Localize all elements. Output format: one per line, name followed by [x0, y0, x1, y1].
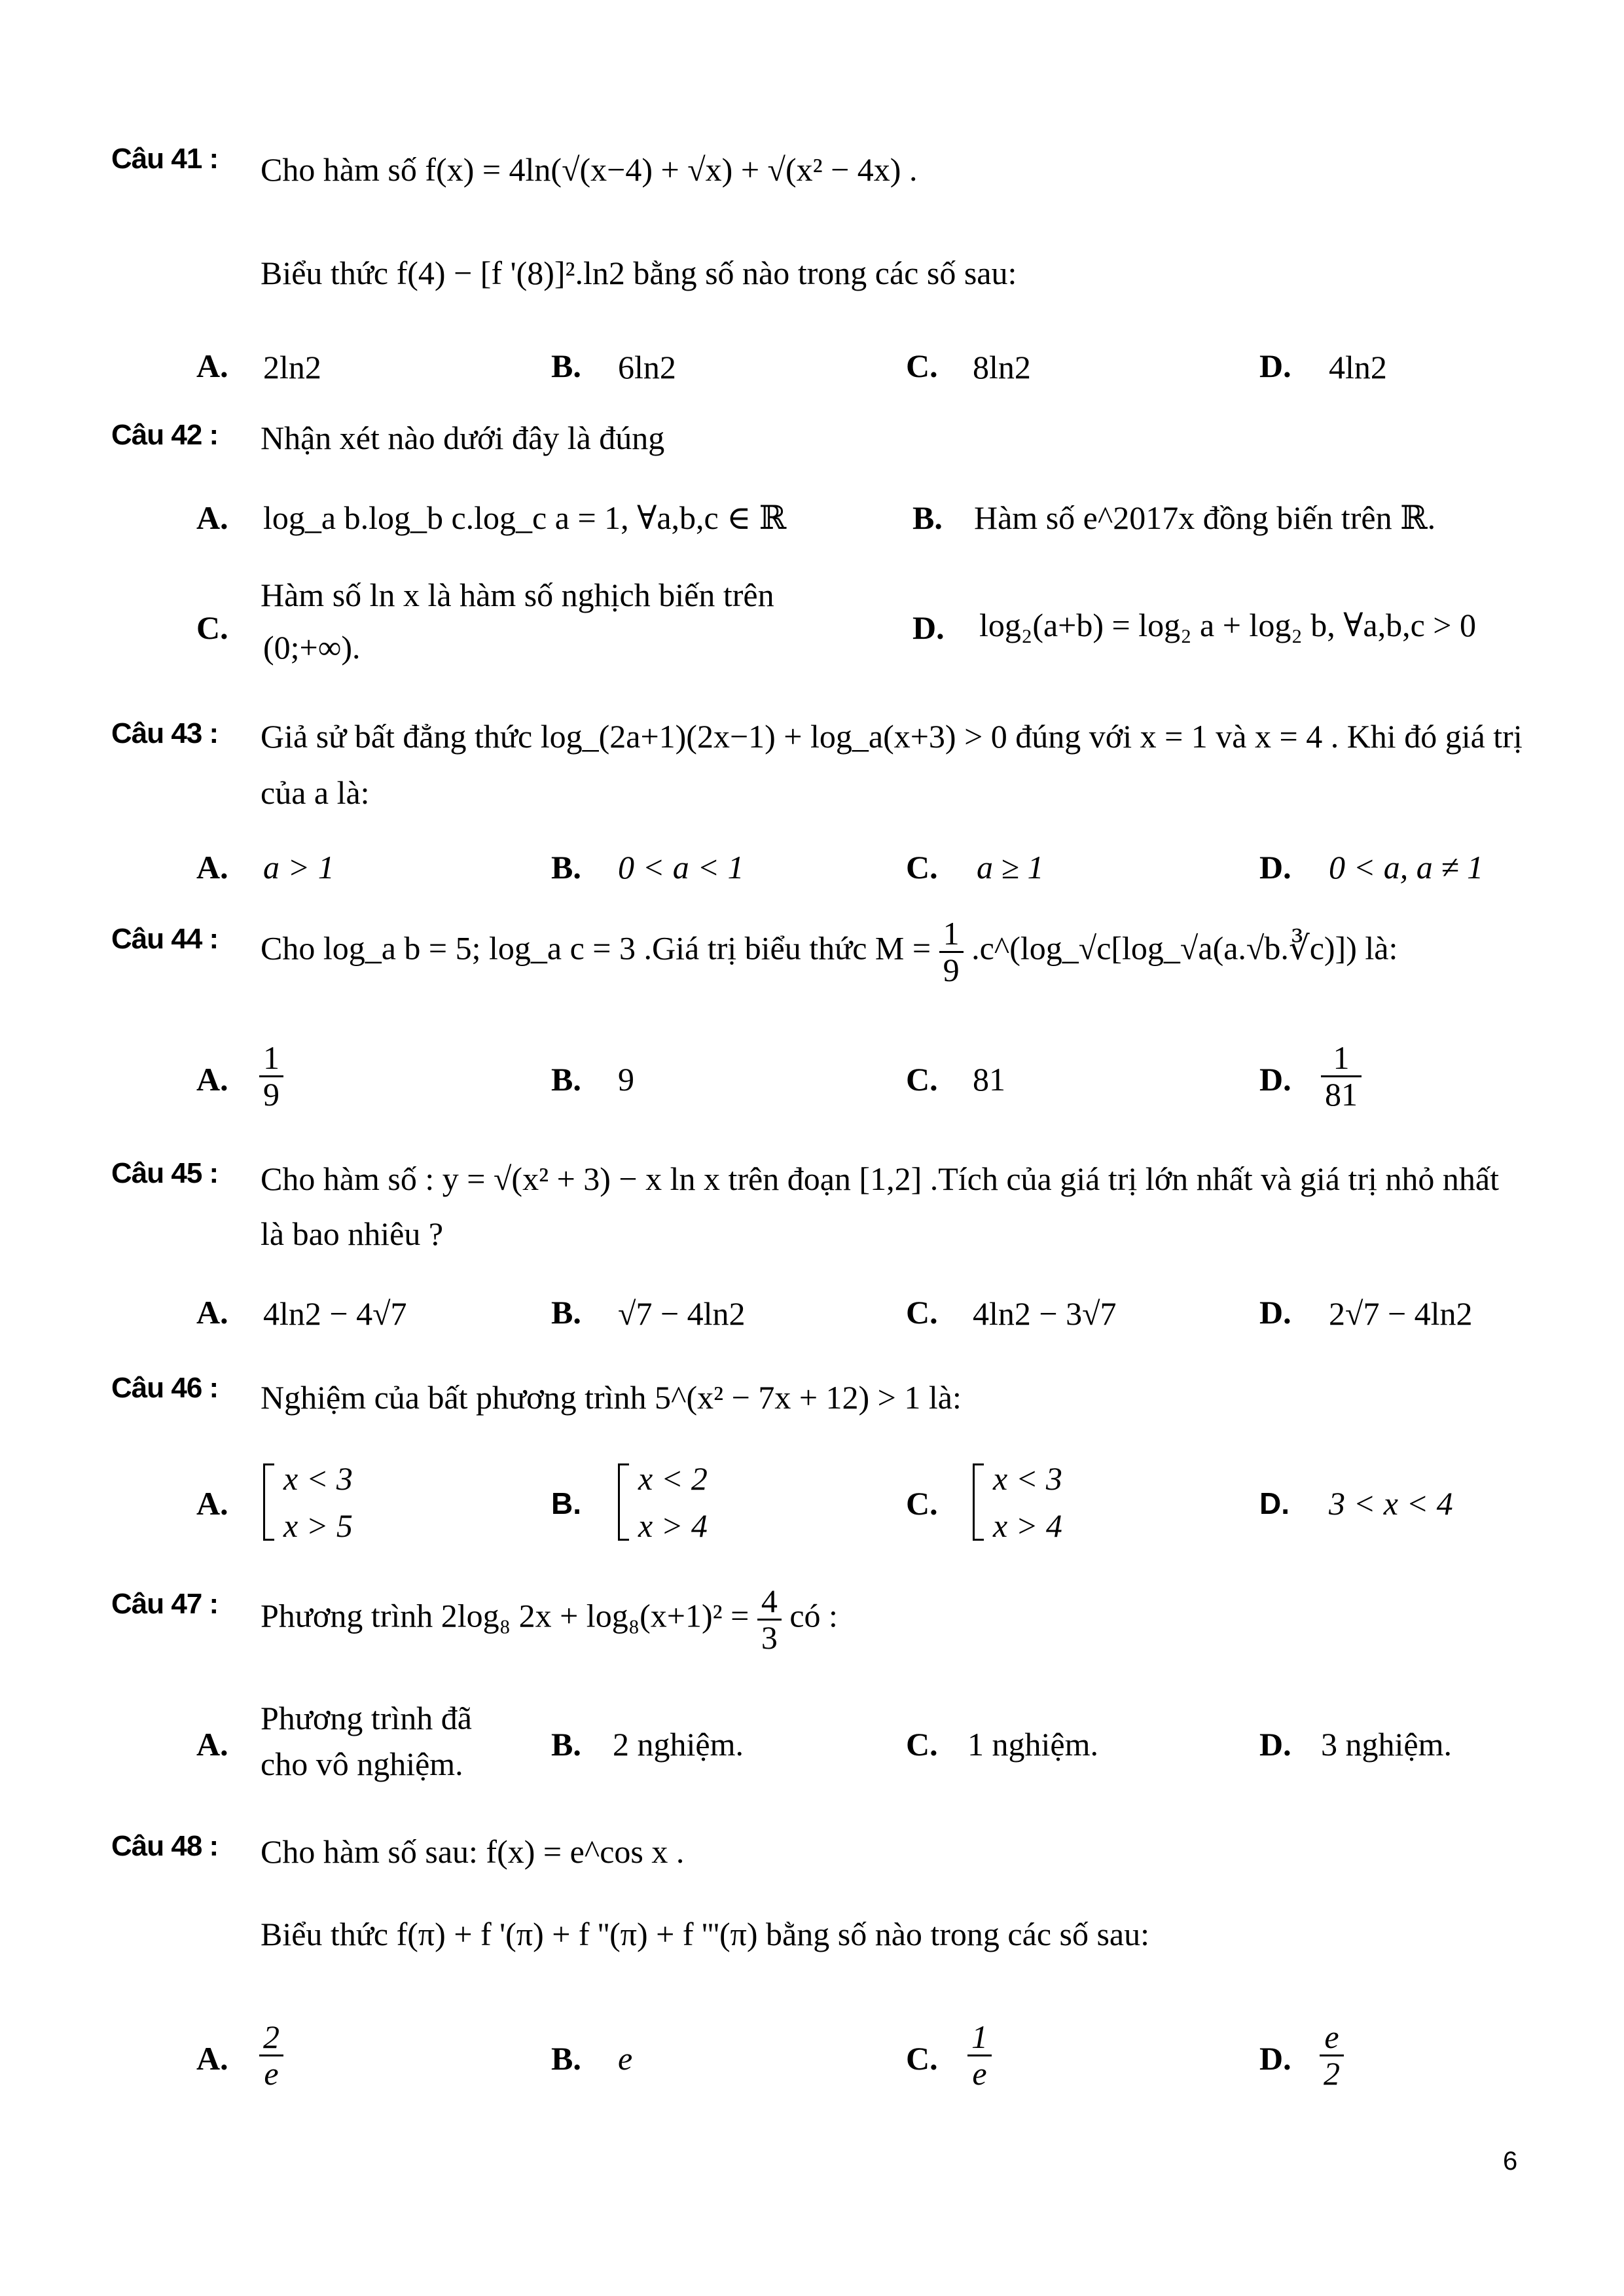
fraction-denominator: 3	[761, 1619, 778, 1656]
option-b-system[interactable]	[618, 1460, 708, 1545]
option-c-text[interactable]: 1 nghiệm.	[967, 1726, 1098, 1763]
fraction-denominator: 9	[263, 1075, 280, 1113]
option-c-line2[interactable]: (0;+∞).	[263, 629, 361, 666]
option-a-letter: A.	[196, 499, 228, 536]
option-b-text[interactable]: 0 < a < 1	[618, 849, 744, 886]
question-stem-line2: là bao nhiêu ?	[261, 1215, 444, 1252]
question-stem: Cho hàm số f(x) = 4ln(√(x−4) + √x) + √(x² − 4x) .	[261, 151, 918, 188]
option-c-text[interactable]	[967, 2020, 992, 2090]
fraction-numerator: 4	[757, 1584, 782, 1621]
option-a-letter: A.	[196, 1726, 228, 1763]
question-label: Câu 41 :	[111, 143, 219, 175]
bracket-conditions	[638, 1460, 708, 1545]
fraction-numerator: 2	[259, 2020, 283, 2056]
stem-before-fraction: Phương trình 2log₈ 2x + log₈(x+1)² =	[261, 1597, 749, 1634]
fraction-numerator: 1	[1321, 1041, 1362, 1077]
question-stem: Cho hàm số : y = √(x² + 3) − x ln x trên đoạn [1,2] .Tích của giá trị lớn nhất và giá trị nhỏ nhất	[261, 1160, 1499, 1197]
bracket-conditions	[283, 1460, 353, 1545]
question-label: Câu 46 :	[111, 1372, 219, 1404]
fraction-numerator: 1	[939, 916, 964, 953]
fraction	[967, 2020, 992, 2090]
option-d-letter: D.	[1259, 849, 1291, 886]
option-b-text[interactable]: 9	[618, 1061, 634, 1098]
option-c-letter: C.	[906, 1294, 938, 1331]
bracket	[618, 1463, 629, 1541]
fraction-denominator: 9	[943, 951, 960, 988]
option-d-text[interactable]: 3 < x < 4	[1329, 1485, 1453, 1522]
condition-bottom: x > 4	[993, 1507, 1062, 1544]
option-d-letter: D.	[1259, 348, 1291, 384]
question-stem: Nghiệm của bất phương trình 5^(x² − 7x + 12) > 1 là:	[261, 1379, 962, 1416]
option-c-letter: C.	[906, 1485, 938, 1522]
question-label: Câu 47 :	[111, 1588, 219, 1620]
option-d-text[interactable]: 2√7 − 4ln2	[1329, 1295, 1473, 1332]
option-c-text[interactable]: a ≥ 1	[977, 849, 1044, 886]
option-c-line1[interactable]: Hàm số ln x là hàm số nghịch biến trên	[261, 577, 774, 613]
option-c-letter: C.	[906, 2040, 938, 2077]
bracket	[263, 1463, 274, 1541]
option-b-letter: B.	[551, 348, 581, 384]
fraction	[939, 916, 964, 987]
option-d-text[interactable]: 0 < a, a ≠ 1	[1329, 849, 1484, 886]
stem-after-fraction: có :	[789, 1597, 838, 1634]
option-a-letter: A.	[196, 1294, 228, 1331]
question-stem: Cho hàm số sau: f(x) = e^cos x .	[261, 1833, 685, 1870]
option-b-text[interactable]: e	[618, 2040, 633, 2077]
option-a-text[interactable]: 2ln2	[263, 349, 321, 386]
option-b-letter: B.	[912, 499, 943, 536]
option-a-letter: A.	[196, 849, 228, 886]
condition-top: x < 2	[638, 1460, 708, 1497]
option-c-text[interactable]: 81	[973, 1061, 1005, 1098]
option-d-letter: D.	[1259, 1061, 1291, 1098]
stem-before-fraction: Cho log_a b = 5; log_a c = 3 .Giá trị biểu thức M =	[261, 929, 931, 967]
question-label: Câu 48 :	[111, 1830, 219, 1862]
option-b-letter: B.	[551, 1061, 581, 1098]
option-d-text[interactable]: log₂(a+b) = log₂ a + log₂ b, ∀a,b,c > 0	[979, 607, 1477, 643]
option-d-letter: D.	[1259, 2040, 1291, 2077]
option-d-letter: D.	[1259, 1294, 1291, 1331]
option-b-letter: B.	[551, 2040, 581, 2077]
option-a-text[interactable]	[259, 1041, 283, 1111]
question-label: Câu 43 :	[111, 717, 219, 749]
fraction-numerator: 1	[259, 1041, 283, 1077]
option-c-letter: C.	[196, 609, 228, 646]
option-a-text[interactable]: a > 1	[263, 849, 334, 886]
option-d-letter: D.	[1259, 1726, 1291, 1763]
option-a-letter: A.	[196, 1061, 228, 1098]
option-b-text[interactable]: 2 nghiệm.	[613, 1726, 744, 1763]
condition-top: x < 3	[993, 1460, 1062, 1497]
option-d-text[interactable]	[1320, 2020, 1344, 2090]
option-a-letter: A.	[196, 1485, 228, 1522]
option-b-letter: B.	[551, 849, 581, 886]
option-b-text[interactable]: √7 − 4ln2	[618, 1295, 746, 1332]
stem-after-fraction: .c^(log_√c[log_√a(a.√b.∛c)]) là:	[971, 929, 1398, 967]
condition-top: x < 3	[283, 1460, 353, 1497]
option-a-line2[interactable]: cho vô nghiệm.	[261, 1746, 463, 1782]
question-label: Câu 42 :	[111, 419, 219, 451]
question-stem	[261, 916, 1398, 987]
option-b-letter: B.	[551, 1726, 581, 1763]
option-d-text[interactable]: 3 nghiệm.	[1321, 1726, 1452, 1763]
bracket	[973, 1463, 984, 1541]
option-c-letter: C.	[906, 849, 938, 886]
question-stem: Nhận xét nào dưới đây là đúng	[261, 420, 665, 456]
fraction-numerator: 1	[967, 2020, 992, 2056]
option-d-letter: D.	[912, 609, 945, 646]
option-a-system[interactable]	[263, 1460, 353, 1545]
fraction	[1320, 2020, 1344, 2090]
option-b-text[interactable]: Hàm số e^2017x đồng biến trên ℝ.	[974, 499, 1436, 536]
option-c-letter: C.	[906, 1726, 938, 1763]
fraction	[757, 1584, 782, 1655]
question-stem-line2: Biểu thức f(π) + f '(π) + f ''(π) + f '''(π) bằng số nào trong các số sau:	[261, 1916, 1150, 1952]
condition-bottom: x > 4	[638, 1507, 708, 1544]
option-a-line1[interactable]: Phương trình đã	[261, 1700, 472, 1736]
option-a-letter: A.	[196, 2040, 228, 2077]
question-label: Câu 45 :	[111, 1157, 219, 1189]
option-c-system[interactable]	[973, 1460, 1062, 1545]
option-a-text[interactable]: log_a b.log_b c.log_c a = 1, ∀a,b,c ∈ ℝ	[263, 499, 787, 536]
question-label: Câu 44 :	[111, 923, 219, 955]
fraction	[259, 2020, 283, 2090]
option-c-letter: C.	[906, 1061, 938, 1098]
option-d-letter: D.	[1259, 1486, 1290, 1520]
option-b-letter: B.	[551, 1486, 581, 1520]
fraction-denominator: e	[972, 2054, 987, 2092]
option-c-letter: C.	[906, 348, 938, 384]
question-stem	[261, 1584, 838, 1655]
question-stem-line2: của a là:	[261, 774, 370, 811]
option-b-letter: B.	[551, 1294, 581, 1331]
fraction	[1321, 1041, 1362, 1111]
bracket-conditions	[993, 1460, 1062, 1545]
fraction-denominator: 81	[1325, 1075, 1358, 1113]
fraction-denominator: 2	[1324, 2054, 1340, 2092]
fraction-denominator: e	[264, 2054, 279, 2092]
option-a-text[interactable]	[259, 2020, 283, 2090]
question-stem: Giả sử bất đẳng thức log_(2a+1)(2x−1) + log_a(x+3) > 0 đúng với x = 1 và x = 4 . Khi đó giá trị	[261, 718, 1523, 755]
fraction	[259, 1041, 283, 1111]
option-a-letter: A.	[196, 348, 228, 384]
option-d-text[interactable]: 4ln2	[1329, 349, 1387, 386]
option-c-text[interactable]: 8ln2	[973, 349, 1031, 386]
page-number: 6	[1503, 2147, 1518, 2176]
option-c-text[interactable]: 4ln2 − 3√7	[973, 1295, 1117, 1332]
option-a-text[interactable]: 4ln2 − 4√7	[263, 1295, 407, 1332]
condition-bottom: x > 5	[283, 1507, 353, 1544]
option-b-text[interactable]: 6ln2	[618, 349, 676, 386]
fraction-numerator: e	[1320, 2020, 1344, 2056]
option-d-text[interactable]	[1321, 1041, 1362, 1111]
question-stem-line2: Biểu thức f(4) − [f '(8)]².ln2 bằng số nào trong các số sau:	[261, 255, 1017, 291]
